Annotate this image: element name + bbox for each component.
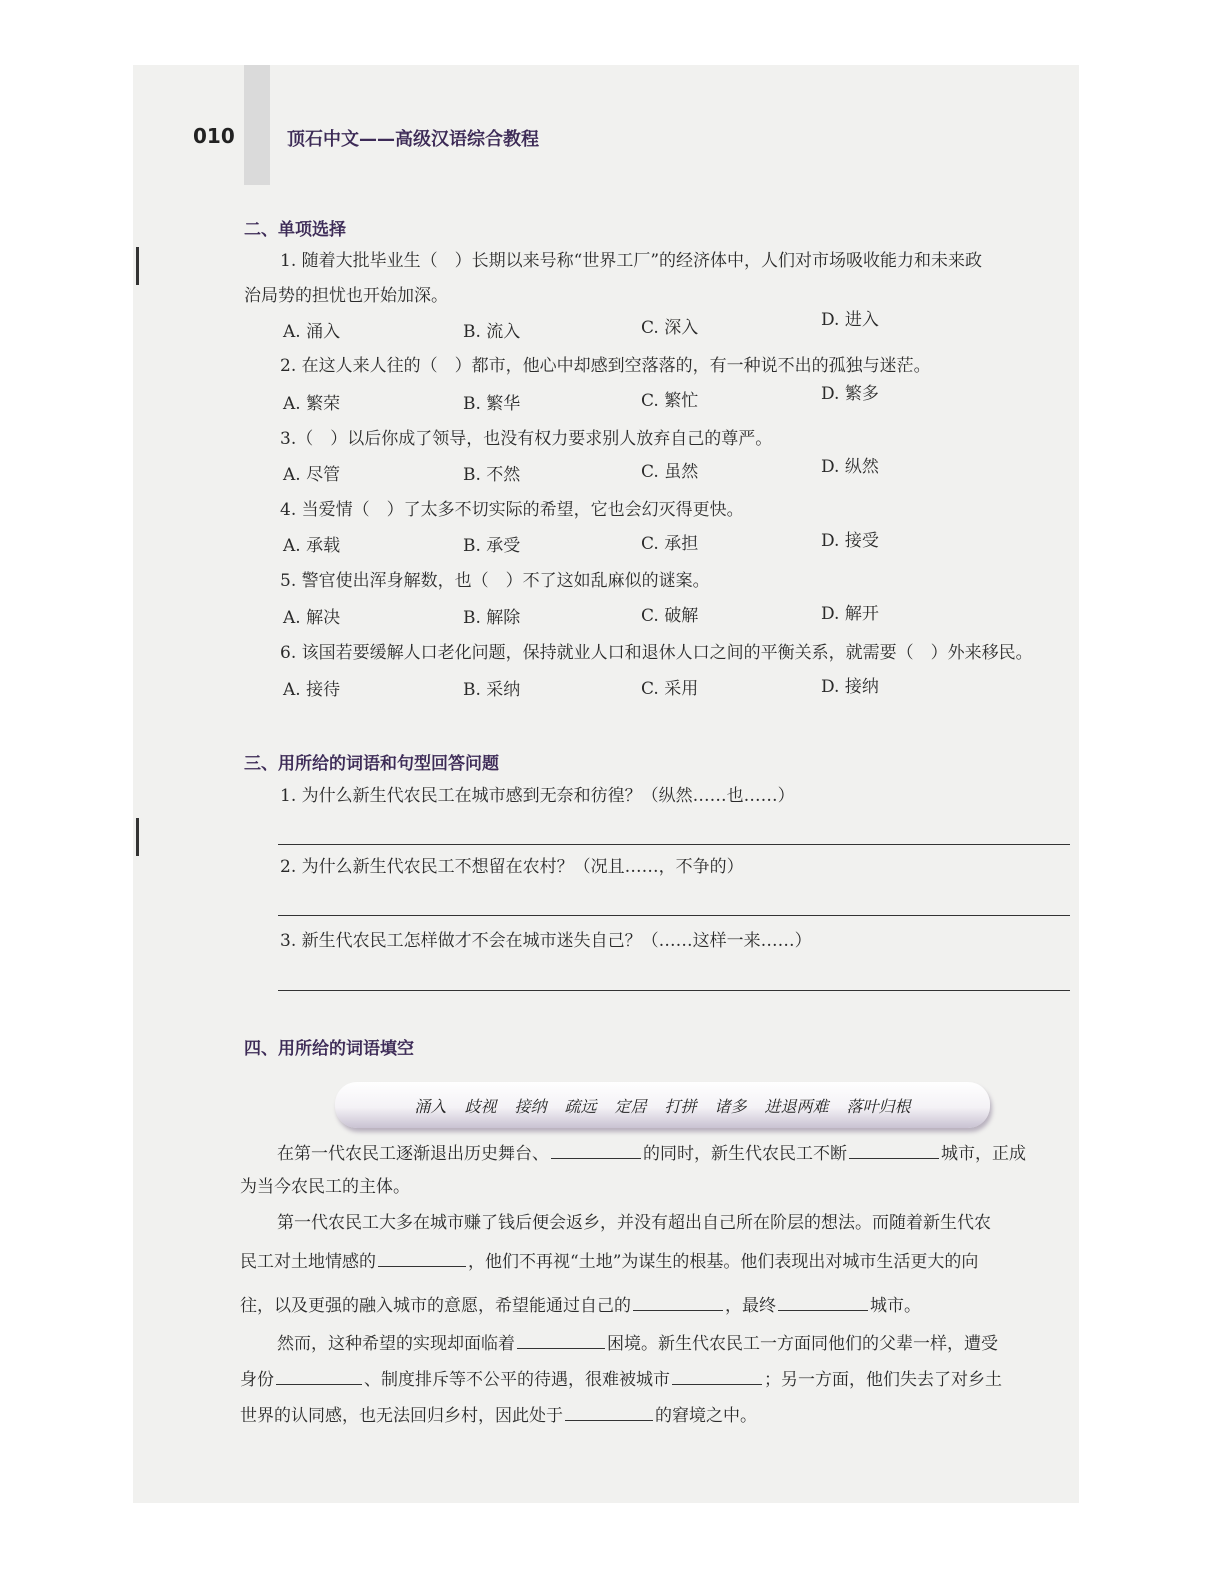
blank-field[interactable] — [778, 1292, 868, 1311]
word-bank — [335, 1082, 990, 1128]
option-c[interactable]: C. 繁忙 — [641, 391, 699, 411]
passage-line: 第一代农民工大多在城市赚了钱后便会返乡，并没有超出自己所在阶层的想法。而随着新生代农 — [277, 1213, 991, 1233]
passage-text: 的同时，新生代农民工不断 — [643, 1144, 847, 1164]
option-c[interactable]: C. 深入 — [641, 318, 699, 338]
question-stem: 1. 随着大批毕业生（ ）长期以来号称“世界工厂”的经济体中，人们对市场吸收能力和未来政 — [280, 251, 983, 271]
passage-text: 、制度排斥等不公平的待遇，很难被城市 — [364, 1370, 670, 1390]
book-title: 顶石中文——高级汉语综合教程 — [287, 129, 539, 150]
question-stem: 1. 为什么新生代农民工在城市感到无奈和彷徨？（纵然……也……） — [280, 786, 795, 806]
passage-line: 为当今农民工的主体。 — [240, 1177, 410, 1197]
option-b[interactable]: B. 不然 — [463, 465, 521, 485]
section-heading-fill: 四、用所给的词语填空 — [244, 1039, 414, 1059]
option-d[interactable]: D. 进入 — [821, 310, 879, 330]
option-b[interactable]: B. 繁华 — [463, 394, 521, 414]
passage-line — [277, 1140, 1026, 1165]
word-bank-item: 落叶归根 — [846, 1096, 911, 1116]
word-bank-item: 歧视 — [464, 1096, 497, 1116]
question-stem: 4. 当爱情（ ）了太多不切实际的希望，它也会幻灭得更快。 — [280, 500, 744, 520]
question-stem: 3. 新生代农民工怎样做才不会在城市迷失自己？（……这样一来……） — [280, 931, 812, 951]
passage-text: 城市。 — [870, 1296, 921, 1316]
answer-line[interactable] — [278, 990, 1070, 991]
passage-text: 然而，这种希望的实现却面临着 — [277, 1334, 515, 1354]
word-bank-item: 进退两难 — [764, 1096, 829, 1116]
page-tab-strip — [244, 65, 270, 185]
passage-text: ，他们不再视“土地”为谋生的根基。他们表现出对城市生活更大的向 — [468, 1252, 979, 1272]
word-bank-item: 接纳 — [514, 1096, 547, 1116]
option-c[interactable]: C. 采用 — [641, 679, 699, 699]
margin-mark-1 — [136, 247, 139, 285]
blank-field[interactable] — [849, 1140, 939, 1159]
passage-line — [240, 1402, 757, 1427]
passage-line — [240, 1248, 978, 1273]
passage-text: 往，以及更强的融入城市的意愿，希望能通过自己的 — [240, 1296, 631, 1316]
option-c[interactable]: C. 承担 — [641, 534, 699, 554]
passage-text: 困境。新生代农民工一方面同他们的父辈一样，遭受 — [607, 1334, 998, 1354]
option-d[interactable]: D. 纵然 — [821, 457, 879, 477]
passage-text: 在第一代农民工逐渐退出历史舞台、 — [277, 1144, 549, 1164]
passage-text: 城市，正成 — [941, 1144, 1026, 1164]
question-stem-continued: 治局势的担忧也开始加深。 — [244, 286, 448, 306]
blank-field[interactable] — [517, 1330, 605, 1349]
option-a[interactable]: A. 繁荣 — [283, 394, 341, 414]
question-stem: 2. 为什么新生代农民工不想留在农村？（况且……，不争的） — [280, 857, 744, 877]
blank-field[interactable] — [378, 1248, 466, 1267]
option-a[interactable]: A. 涌入 — [283, 322, 341, 342]
option-a[interactable]: A. 尽管 — [283, 465, 341, 485]
question-stem: 2. 在这人来人往的（ ）都市，他心中却感到空落落的，有一种说不出的孤独与迷茫。 — [280, 356, 931, 376]
question-stem: 3.（ ）以后你成了领导，也没有权力要求别人放弃自己的尊严。 — [280, 429, 773, 449]
passage-text: 民工对土地情感的 — [240, 1252, 376, 1272]
option-c[interactable]: C. 虽然 — [641, 462, 699, 482]
option-d[interactable]: D. 接受 — [821, 531, 879, 551]
option-d[interactable]: D. 接纳 — [821, 677, 879, 697]
answer-line[interactable] — [278, 844, 1070, 845]
option-c[interactable]: C. 破解 — [641, 606, 699, 626]
blank-field[interactable] — [276, 1366, 362, 1385]
word-bank-item: 涌入 — [414, 1096, 447, 1116]
option-d[interactable]: D. 繁多 — [821, 384, 879, 404]
book-page — [133, 65, 1079, 1503]
answer-line[interactable] — [278, 915, 1070, 916]
option-d[interactable]: D. 解开 — [821, 604, 879, 624]
option-a[interactable]: A. 解决 — [283, 608, 341, 628]
word-bank-item: 定居 — [614, 1096, 647, 1116]
word-bank-item: 打拼 — [664, 1096, 697, 1116]
option-b[interactable]: B. 解除 — [463, 608, 521, 628]
option-b[interactable]: B. 采纳 — [463, 680, 521, 700]
word-bank-item: 疏远 — [564, 1096, 597, 1116]
passage-line — [240, 1366, 1002, 1391]
blank-field[interactable] — [672, 1366, 762, 1385]
option-b[interactable]: B. 流入 — [463, 322, 521, 342]
question-stem: 5. 警官使出浑身解数，也（ ）不了这如乱麻似的谜案。 — [280, 571, 710, 591]
margin-mark-2 — [136, 818, 139, 856]
option-b[interactable]: B. 承受 — [463, 536, 521, 556]
passage-text: 身份 — [240, 1370, 274, 1390]
passage-text: ；另一方面，他们失去了对乡土 — [764, 1370, 1002, 1390]
option-a[interactable]: A. 承载 — [283, 536, 341, 556]
blank-field[interactable] — [633, 1292, 723, 1311]
word-bank-item: 诸多 — [714, 1096, 747, 1116]
passage-line — [277, 1330, 998, 1355]
section-heading-answer: 三、用所给的词语和句型回答问题 — [244, 754, 499, 774]
page-number: 010 — [193, 124, 235, 148]
blank-field[interactable] — [565, 1402, 653, 1421]
passage-text: 的窘境之中。 — [655, 1406, 757, 1426]
question-stem: 6. 该国若要缓解人口老化问题，保持就业人口和退休人口之间的平衡关系，就需要（ ）外来移民。 — [280, 643, 1033, 663]
section-heading-choice: 二、单项选择 — [244, 220, 346, 240]
passage-text: ，最终 — [725, 1296, 776, 1316]
blank-field[interactable] — [551, 1140, 641, 1159]
passage-line — [240, 1292, 921, 1317]
passage-text: 世界的认同感，也无法回归乡村，因此处于 — [240, 1406, 563, 1426]
option-a[interactable]: A. 接待 — [283, 680, 341, 700]
